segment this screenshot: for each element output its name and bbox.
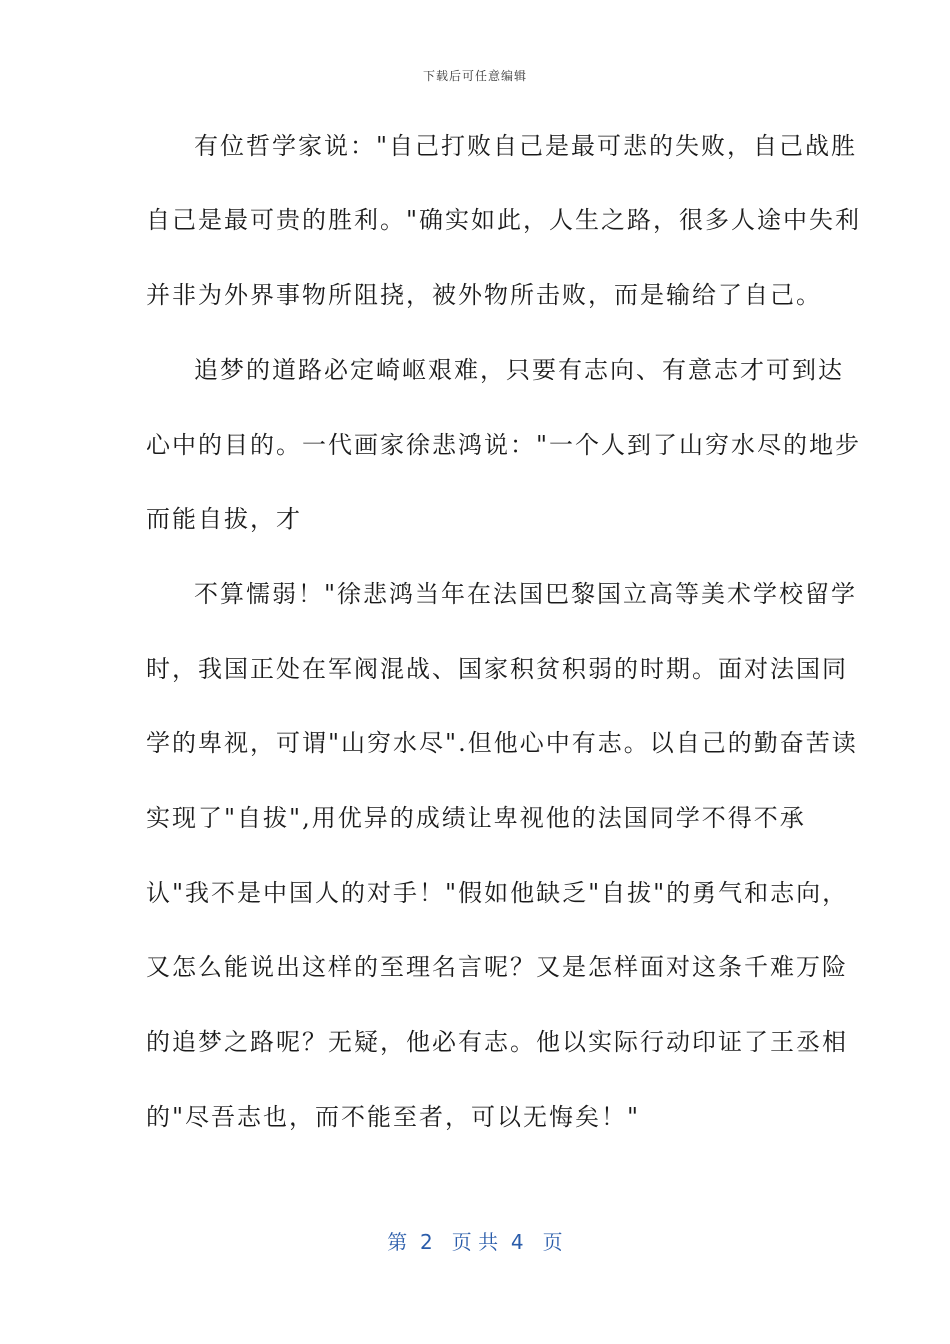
page-header: 下载后可任意编辑 (422, 69, 527, 83)
text-line: 学的卑视，可谓"山穷水尽".但他心中有志。以自己的勤奋苦读 (146, 729, 858, 757)
text-line: 心中的目的。一代画家徐悲鸿说："一个人到了山穷水尽的地步 (146, 431, 862, 459)
text-line: 的"尽吾志也，而不能至者，可以无悔矣！" (146, 1103, 641, 1131)
text-line: 认"我不是中国人的对手！"假如他缺乏"自拔"的勇气和志向， (146, 879, 849, 907)
text-line: 自己是最可贵的胜利。"确实如此，人生之路，很多人途中失利 (146, 206, 862, 234)
text-line: 的追梦之路呢？无疑，他必有志。他以实际行动印证了王丞相 (146, 1028, 848, 1056)
text-line: 有位哲学家说："自己打败自己是最可悲的失败，自己战胜 (194, 132, 858, 160)
text-line: 不算懦弱！"徐悲鸿当年在法国巴黎国立高等美术学校留学 (194, 580, 858, 608)
text-line: 并非为外界事物所阻挠，被外物所击败，而是输给了自己。 (146, 281, 822, 309)
text-line: 实现了"自拔",用优异的成绩让卑视他的法国同学不得不承 (146, 804, 806, 832)
text-line: 而能自拔，才 (146, 505, 302, 533)
text-line: 时，我国正处在军阀混战、国家积贫积弱的时期。面对法国同 (146, 655, 848, 683)
page-number-footer: 第 2 页 共 4 页 (387, 1230, 563, 1254)
text-line: 又怎么能说出这样的至理名言呢？又是怎样面对这条千难万险 (146, 953, 848, 981)
text-line: 追梦的道路必定崎岖艰难，只要有志向、有意志才可到达 (194, 356, 844, 384)
